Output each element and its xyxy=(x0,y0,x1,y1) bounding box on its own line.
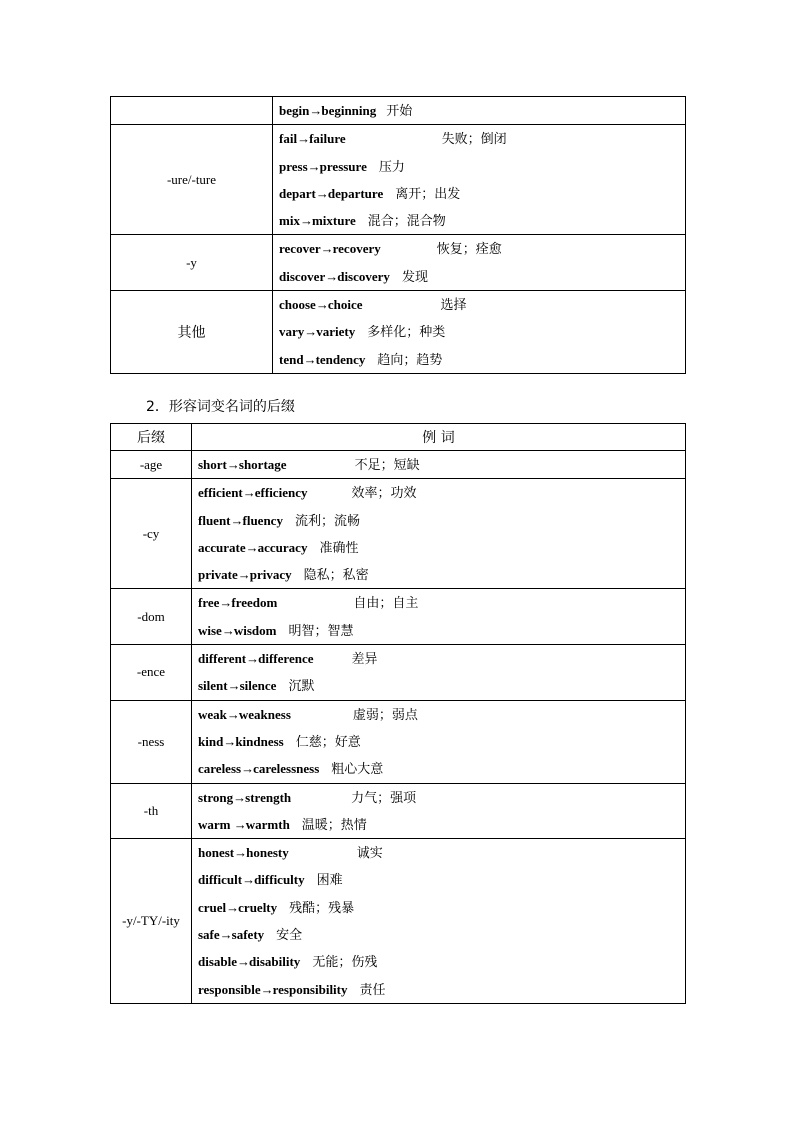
meaning: 流利；流畅 xyxy=(294,513,360,529)
example-line xyxy=(279,207,685,234)
base-word: vary xyxy=(279,324,305,340)
example-line xyxy=(198,839,685,866)
table-row xyxy=(111,125,686,235)
base-word: press xyxy=(279,158,308,174)
example-line xyxy=(279,97,685,124)
derived-word: shortage xyxy=(238,457,287,472)
arrow-icon: → xyxy=(234,845,247,861)
meaning: 不足；短缺 xyxy=(354,458,420,473)
derived-word: weakness xyxy=(238,706,291,722)
meaning: 责任 xyxy=(359,982,386,998)
example-line xyxy=(198,784,685,811)
example-line xyxy=(279,291,685,318)
suffix-cell: -y/-TY/-ity xyxy=(111,839,192,1004)
base-word: free xyxy=(198,595,220,611)
base-word: safe xyxy=(198,927,220,943)
arrow-icon: → xyxy=(241,761,254,777)
derived-word: safety xyxy=(231,927,265,943)
example-line xyxy=(198,617,685,644)
derived-word: failure xyxy=(309,131,346,147)
meaning: 安全 xyxy=(276,928,303,944)
arrow-icon: → xyxy=(299,213,312,229)
base-word: choose xyxy=(279,297,316,313)
examples-cell xyxy=(192,645,686,701)
example-line xyxy=(279,346,685,373)
examples-cell xyxy=(192,479,686,589)
arrow-icon: → xyxy=(219,927,232,943)
derived-word: recovery xyxy=(332,241,381,257)
meaning: 沉默 xyxy=(288,679,315,695)
example-line xyxy=(279,318,685,345)
derived-word: efficiency xyxy=(254,485,308,501)
meaning: 无能；伤残 xyxy=(312,955,378,971)
example-line xyxy=(279,235,685,262)
arrow-icon: → xyxy=(219,595,232,611)
base-word: wise xyxy=(198,622,222,638)
example-line xyxy=(198,948,685,975)
example-line xyxy=(198,921,685,948)
example-line xyxy=(198,672,685,699)
arrow-icon: → xyxy=(260,981,273,997)
meaning: 压力 xyxy=(378,159,405,175)
suffix-cell xyxy=(111,97,273,125)
examples-cell xyxy=(273,97,686,125)
base-word: recover xyxy=(279,241,321,257)
header-examples: 例 词 xyxy=(192,424,686,451)
arrow-icon: → xyxy=(307,158,320,174)
examples-cell xyxy=(192,783,686,839)
derived-word: silence xyxy=(239,678,277,694)
derived-word: warmth xyxy=(245,816,290,832)
meaning: 选择 xyxy=(440,298,467,314)
example-line xyxy=(198,755,685,782)
meaning: 开始 xyxy=(386,104,413,119)
base-word: short xyxy=(198,457,227,472)
derived-word: tendency xyxy=(315,351,366,367)
base-word: efficient xyxy=(198,485,243,501)
meaning: 离开；出发 xyxy=(395,186,461,202)
base-word: discover xyxy=(279,268,326,284)
derived-word: variety xyxy=(316,324,356,340)
derived-word: accuracy xyxy=(257,539,308,555)
base-word: accurate xyxy=(198,539,246,555)
table-row xyxy=(111,839,686,1004)
meaning: 准确性 xyxy=(319,540,359,556)
derived-word: strength xyxy=(245,789,292,805)
base-word: kind xyxy=(198,733,224,749)
base-word: careless xyxy=(198,761,242,777)
base-word: mix xyxy=(279,213,300,229)
arrow-icon: → xyxy=(237,954,250,970)
example-line xyxy=(198,701,685,728)
example-line xyxy=(198,894,685,921)
arrow-icon: → xyxy=(315,297,328,313)
derived-word: freedom xyxy=(231,595,278,611)
examples-cell xyxy=(192,589,686,645)
meaning: 混合；混合物 xyxy=(367,214,446,230)
example-line xyxy=(198,451,685,478)
meaning: 诚实 xyxy=(356,846,383,862)
base-word: different xyxy=(198,651,247,667)
meaning: 温暖；热情 xyxy=(301,817,367,833)
table-header-row xyxy=(111,424,686,451)
derived-word: pressure xyxy=(319,158,367,174)
base-word: weak xyxy=(198,706,227,722)
example-line xyxy=(198,866,685,893)
arrow-icon: → xyxy=(304,324,317,340)
example-line xyxy=(279,153,685,180)
table-row xyxy=(111,235,686,291)
arrow-icon: → xyxy=(230,512,243,528)
derived-word: carelessness xyxy=(253,761,320,777)
base-word: strong xyxy=(198,789,234,805)
meaning: 恢复；痊愈 xyxy=(436,242,502,258)
table-row xyxy=(111,700,686,783)
derived-word: difficulty xyxy=(254,872,305,888)
base-word: cruel xyxy=(198,899,227,915)
arrow-icon: → xyxy=(242,485,255,501)
derived-word: choice xyxy=(327,297,363,313)
arrow-icon: → xyxy=(297,131,310,147)
meaning: 自由；自主 xyxy=(353,596,419,612)
section-heading: 2．形容词变名词的后缀 xyxy=(146,399,295,415)
arrow-icon: → xyxy=(233,789,246,805)
table-row xyxy=(111,97,686,125)
arrow-icon: → xyxy=(303,351,316,367)
derived-word: departure xyxy=(327,185,384,201)
suffix-cell: -ence xyxy=(111,645,192,701)
suffix-cell: -dom xyxy=(111,589,192,645)
arrow-icon: → xyxy=(237,567,250,583)
meaning: 残酷；残暴 xyxy=(289,900,355,916)
example-line xyxy=(198,728,685,755)
suffix-cell: -cy xyxy=(111,479,192,589)
derived-word: difference xyxy=(258,651,314,667)
arrow-icon: → xyxy=(246,651,259,667)
arrow-icon: → xyxy=(242,872,255,888)
derived-word: disability xyxy=(249,954,301,970)
arrow-icon: → xyxy=(233,816,246,832)
example-line xyxy=(279,125,685,152)
base-word: begin xyxy=(279,103,310,118)
meaning: 隐私；私密 xyxy=(303,568,369,584)
meaning: 差异 xyxy=(351,652,378,668)
meaning: 力气；强项 xyxy=(351,790,417,806)
derived-word: mixture xyxy=(311,213,356,229)
derived-word: discovery xyxy=(337,268,390,284)
derived-word: wisdom xyxy=(233,622,277,638)
derived-word: fluency xyxy=(242,512,283,528)
arrow-icon: → xyxy=(223,733,236,749)
table-row xyxy=(111,451,686,479)
example-line xyxy=(198,479,685,506)
meaning: 困难 xyxy=(316,873,343,889)
suffix-table-verb-to-noun xyxy=(110,96,686,374)
suffix-cell: -ure/-ture xyxy=(111,125,273,235)
example-line xyxy=(198,976,685,1003)
table-row xyxy=(111,783,686,839)
meaning: 发现 xyxy=(401,269,428,285)
meaning: 效率；功效 xyxy=(351,486,417,502)
arrow-icon: → xyxy=(226,899,239,915)
arrow-icon: → xyxy=(226,457,239,472)
arrow-icon: → xyxy=(221,622,234,638)
base-word: disable xyxy=(198,954,238,970)
base-word: responsible xyxy=(198,981,261,997)
base-word: honest xyxy=(198,845,235,861)
derived-word: privacy xyxy=(249,567,292,583)
suffix-cell: -y xyxy=(111,235,273,291)
base-word: private xyxy=(198,567,238,583)
base-word: difficult xyxy=(198,872,243,888)
table-row xyxy=(111,479,686,589)
arrow-icon: → xyxy=(226,706,239,722)
example-line xyxy=(198,645,685,672)
examples-cell xyxy=(192,700,686,783)
derived-word: beginning xyxy=(321,103,377,118)
meaning: 失败；倒闭 xyxy=(441,132,507,148)
base-word: tend xyxy=(279,351,304,367)
base-word: fail xyxy=(279,131,298,147)
table-row xyxy=(111,645,686,701)
suffix-table-adjective-to-noun xyxy=(110,423,686,1004)
suffix-cell: -ness xyxy=(111,700,192,783)
example-line xyxy=(198,589,685,616)
table-row xyxy=(111,291,686,374)
meaning: 仁慈；好意 xyxy=(295,734,361,750)
example-line xyxy=(279,263,685,290)
examples-cell xyxy=(192,839,686,1004)
derived-word: honesty xyxy=(246,845,289,861)
example-line xyxy=(198,561,685,588)
meaning: 多样化；种类 xyxy=(367,325,446,341)
arrow-icon: → xyxy=(315,185,328,201)
suffix-cell: -th xyxy=(111,783,192,839)
meaning: 趋向；趋势 xyxy=(377,352,443,368)
example-line xyxy=(198,534,685,561)
suffix-cell: -age xyxy=(111,451,192,479)
arrow-icon: → xyxy=(227,678,240,694)
suffix-cell: 其他 xyxy=(111,291,273,374)
base-word: fluent xyxy=(198,512,231,528)
base-word: warm xyxy=(198,816,234,832)
example-line xyxy=(198,811,685,838)
derived-word: cruelty xyxy=(238,899,278,915)
examples-cell xyxy=(192,451,686,479)
base-word: depart xyxy=(279,185,316,201)
meaning: 明智；智慧 xyxy=(288,623,354,639)
arrow-icon: → xyxy=(245,539,258,555)
arrow-icon: → xyxy=(320,241,333,257)
header-suffix: 后缀 xyxy=(111,424,192,451)
examples-cell xyxy=(273,235,686,291)
derived-word: kindness xyxy=(235,733,284,749)
examples-cell xyxy=(273,125,686,235)
example-line xyxy=(279,180,685,207)
derived-word: responsibility xyxy=(272,981,348,997)
arrow-icon: → xyxy=(309,103,322,118)
base-word: silent xyxy=(198,678,228,694)
example-line xyxy=(198,507,685,534)
examples-cell xyxy=(273,291,686,374)
arrow-icon: → xyxy=(325,268,338,284)
meaning: 粗心大意 xyxy=(331,762,384,778)
meaning: 虚弱；弱点 xyxy=(352,707,418,723)
table-row xyxy=(111,589,686,645)
